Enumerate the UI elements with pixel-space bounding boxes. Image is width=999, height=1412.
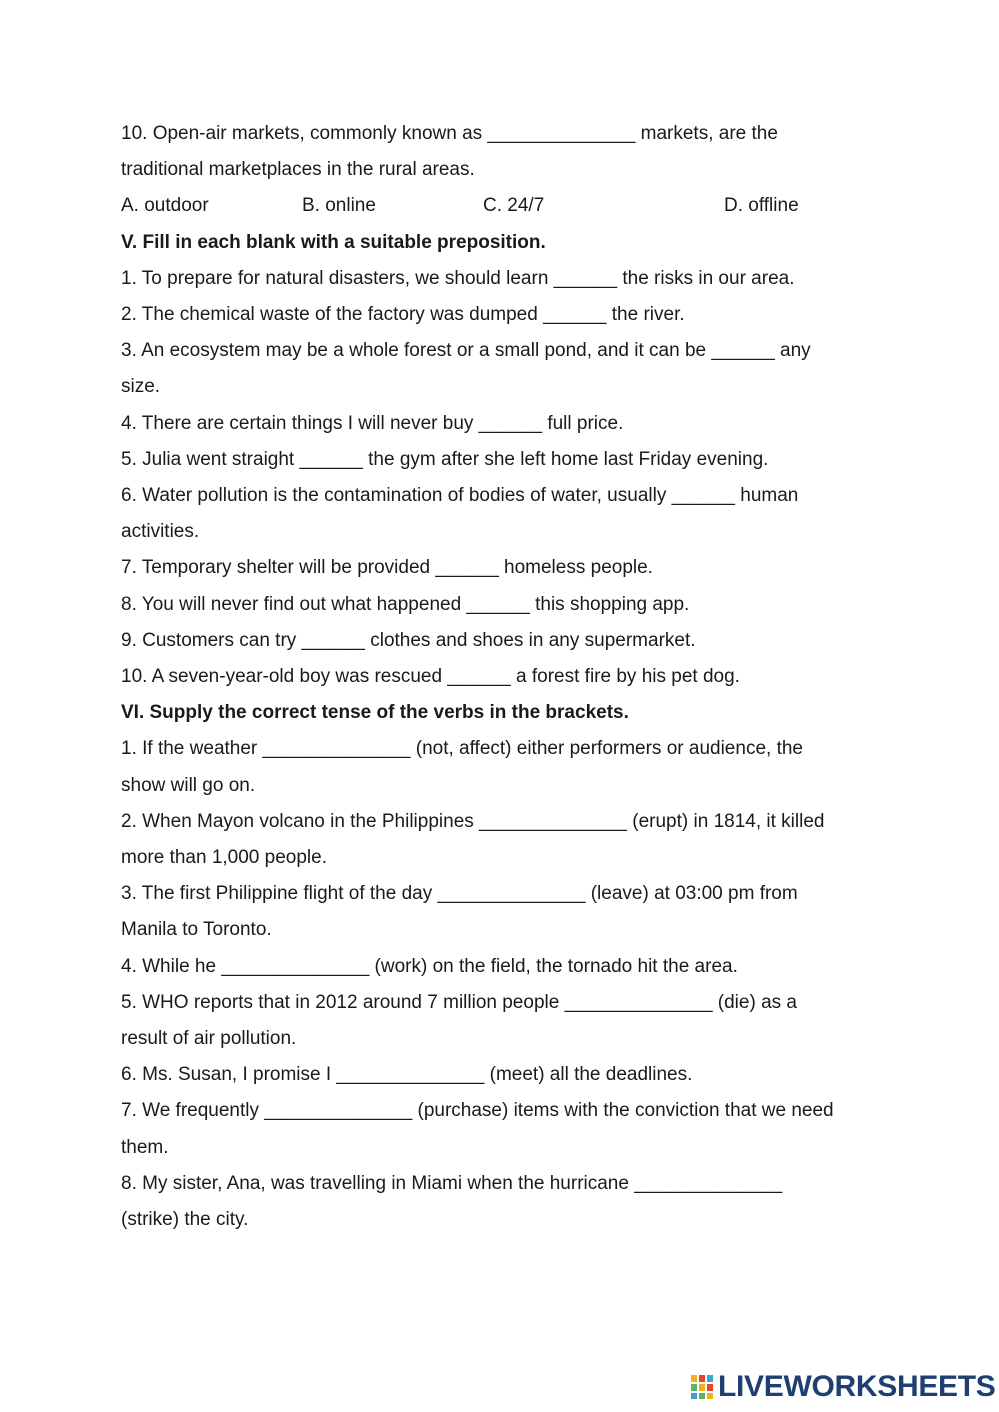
v-line: 6. Water pollution is the contamination of bodies of water, usually ______ human (121, 485, 799, 507)
liveworksheets-logo-icon (690, 1374, 714, 1400)
liveworksheets-logo-text: LIVEWORKSHEETS (718, 1370, 996, 1403)
vi-line: 6. Ms. Susan, I promise I ______________ (meet) all the deadlines. (121, 1064, 693, 1086)
vi-line: 7. We frequently ______________ (purchase) items with the conviction that we need (121, 1100, 834, 1122)
q10-line-1: 10. Open-air markets, commonly known as ______________ markets, are the (121, 123, 778, 144)
vi-line: 1. If the weather ______________ (not, affect) either performers or audience, the (121, 738, 803, 760)
v-line: 4. There are certain things I will never buy ______ full price. (121, 412, 624, 434)
v-line: size. (121, 376, 161, 398)
v-line: 9. Customers can try ______ clothes and shoes in any supermarket. (121, 629, 696, 651)
option-b: B. online (302, 195, 376, 217)
v-line: 10. A seven-year-old boy was rescued ______ a forest fire by his pet dog. (121, 666, 740, 688)
liveworksheets-logo (690, 1372, 996, 1402)
v-line: 1. To prepare for natural disasters, we should learn ______ the risks in our area. (121, 267, 795, 289)
worksheet-content (121, 116, 877, 1238)
v-line: 2. The chemical waste of the factory was dumped ______ the river. (121, 304, 685, 326)
vi-line: 5. WHO reports that in 2012 around 7 million people ______________ (die) as a (121, 991, 797, 1013)
option-a: A. outdoor (121, 195, 209, 217)
option-c: C. 24/7 (483, 195, 545, 217)
vi-line: result of air pollution. (121, 1028, 297, 1050)
vi-line: 4. While he ______________ (work) on the field, the tornado hit the area. (121, 955, 738, 977)
v-line: 3. An ecosystem may be a whole forest or a small pond, and it can be ______ any (121, 340, 811, 362)
vi-line: show will go on. (121, 774, 256, 796)
v-line: 7. Temporary shelter will be provided ______ homeless people. (121, 557, 653, 579)
vi-line: them. (121, 1136, 169, 1158)
section-vi-heading: VI. Supply the correct tense of the verbs in the brackets. (121, 702, 629, 724)
section-v-heading: V. Fill in each blank with a suitable preposition. (121, 231, 546, 253)
vi-line: 8. My sister, Ana, was travelling in Miami when the hurricane ______________ (121, 1172, 783, 1194)
vi-line: (strike) the city. (121, 1209, 249, 1231)
v-line: 8. You will never find out what happened ______ this shopping app. (121, 593, 690, 615)
option-d: D. offline (724, 195, 799, 217)
vi-line: 2. When Mayon volcano in the Philippines ______________ (erupt) in 1814, it killed (121, 810, 825, 832)
q10-options (121, 188, 877, 224)
vi-line: 3. The first Philippine flight of the day ______________ (leave) at 03:00 pm from (121, 883, 798, 905)
q10-line-2: traditional marketplaces in the rural areas. (121, 159, 475, 181)
v-line: 5. Julia went straight ______ the gym after she left home last Friday evening. (121, 448, 769, 470)
v-line: activities. (121, 521, 200, 543)
vi-line: Manila to Toronto. (121, 919, 272, 941)
vi-line: more than 1,000 people. (121, 847, 327, 869)
